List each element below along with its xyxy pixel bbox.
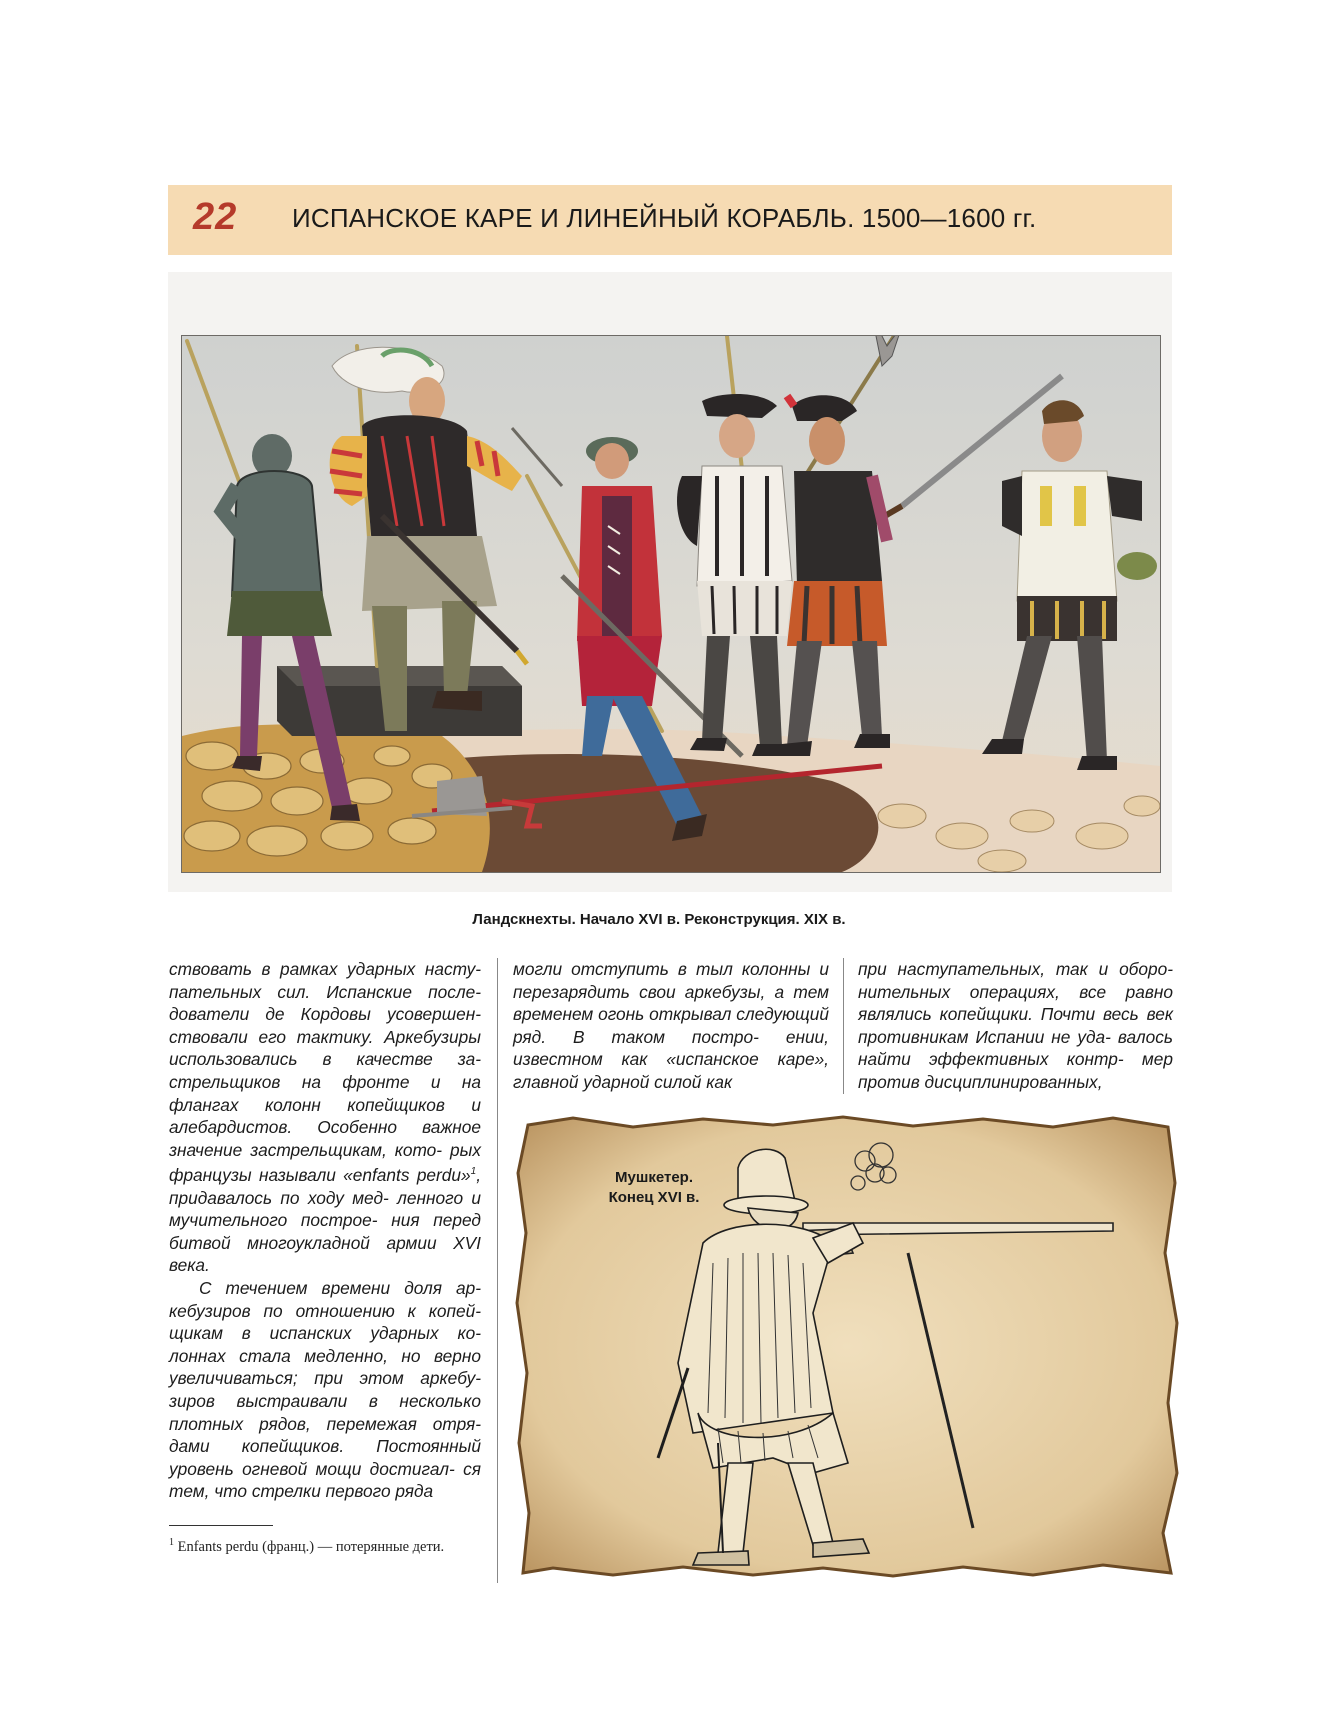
text-line: кебузиров по отношению к копей- <box>169 1300 481 1321</box>
text-line: век противникам Испании не уда- <box>858 1004 1173 1047</box>
text-line: , придавалось по ходу мед- <box>169 1165 481 1208</box>
text-line: тем временем огонь открывал <box>513 981 829 1025</box>
engraving-caption <box>584 1168 724 1208</box>
text-line: плотных рядов, перемежая отря- <box>169 1413 481 1434</box>
text-line: армии XVI века. <box>169 1232 481 1276</box>
text-line: рых французы называли «enfants <box>169 1139 481 1186</box>
paragraph-3 <box>513 958 829 1094</box>
footnote <box>169 1533 484 1557</box>
engraving-caption-line2: Конец XVI в. <box>608 1189 700 1206</box>
text-line: при наступательных, так и оборо- <box>858 959 1173 979</box>
text-line: являлись копейщики. Почти весь <box>858 1004 1139 1025</box>
text-line: мер против дисциплинированных, <box>858 1049 1173 1092</box>
figure-caption: Ландскнехты. Начало XVI в. Реконструкция. XIX в. <box>472 911 846 928</box>
text-line: ствовать в рамках ударных насту- <box>169 959 481 979</box>
text-line: увеличиваться; при этом аркебу- <box>169 1368 481 1389</box>
footnote-text: Enfants perdu (франц.) — потерянные дети. <box>177 1538 445 1555</box>
text-column-2 <box>513 958 829 1094</box>
text-line: перезарядить свои аркебузы, а <box>513 981 785 1002</box>
text-line: зиров выстраивали в несколько <box>169 1391 481 1412</box>
text-line: стрельщиков на фронте и на <box>169 1071 481 1092</box>
paragraph-4 <box>858 958 1173 1094</box>
text-line: ении, известном как «испанское <box>513 1026 829 1070</box>
text-line: каре», главной ударной силой как <box>513 1049 829 1092</box>
footnote-divider <box>169 1525 273 1526</box>
text-line: следующий ряд. В таком постро- <box>513 1004 829 1047</box>
engraving-caption-line1: Мушкетер. <box>614 1169 693 1186</box>
text-line: ленного и мучительного построе- <box>169 1187 481 1231</box>
text-line: С течением времени доля ар- <box>199 1278 481 1299</box>
text-line: использовались в качестве за- <box>169 1049 481 1070</box>
text-line: пательных сил. Испанские после- <box>169 981 481 1002</box>
text-line: валось найти эффективных контр- <box>858 1026 1173 1070</box>
text-line: дователи де Кордовы усовершен- <box>169 1004 481 1025</box>
text-line: perdu» <box>416 1165 471 1186</box>
column-divider <box>497 958 498 1583</box>
text-line: лоннах стала медленно, но верно <box>169 1345 481 1366</box>
text-line: дами копейщиков. Постоянный <box>169 1436 481 1457</box>
text-line: ся тем, что стрелки первого ряда <box>169 1458 481 1502</box>
paragraph-2 <box>169 1277 481 1503</box>
text-line: могли отступить в тыл колонны и <box>513 959 829 979</box>
chapter-title: ИСПАНСКОЕ КАРЕ И ЛИНЕЙНЫЙ КОРАБЛЬ. 1500—1600 гг. <box>292 203 1037 233</box>
footnote-reference[interactable]: 1 <box>470 1166 477 1178</box>
text-line: щикам в испанских ударных ко- <box>169 1323 481 1344</box>
footnote-mark: 1 <box>169 1537 174 1548</box>
text-line: флангах колонн копейщиков и <box>169 1094 481 1115</box>
text-column-1 <box>169 958 481 1503</box>
text-column-3 <box>858 958 1173 1094</box>
text-line: нительных операциях, все равно <box>858 981 1173 1002</box>
text-line: ствовали его тактику. Аркебузиры <box>169 1026 481 1047</box>
landsknechts-illustration <box>181 335 1161 873</box>
text-line: уровень огневой мощи достигал- <box>169 1458 455 1479</box>
page-number: 22 <box>193 196 238 238</box>
text-line: ния перед битвой многоукладной <box>169 1210 481 1253</box>
column-divider <box>843 958 844 1094</box>
paragraph-1 <box>169 958 481 1277</box>
text-line: алебардистов. Особенно важное <box>169 1117 481 1138</box>
text-line: значение застрельщикам, кото- <box>169 1139 443 1160</box>
